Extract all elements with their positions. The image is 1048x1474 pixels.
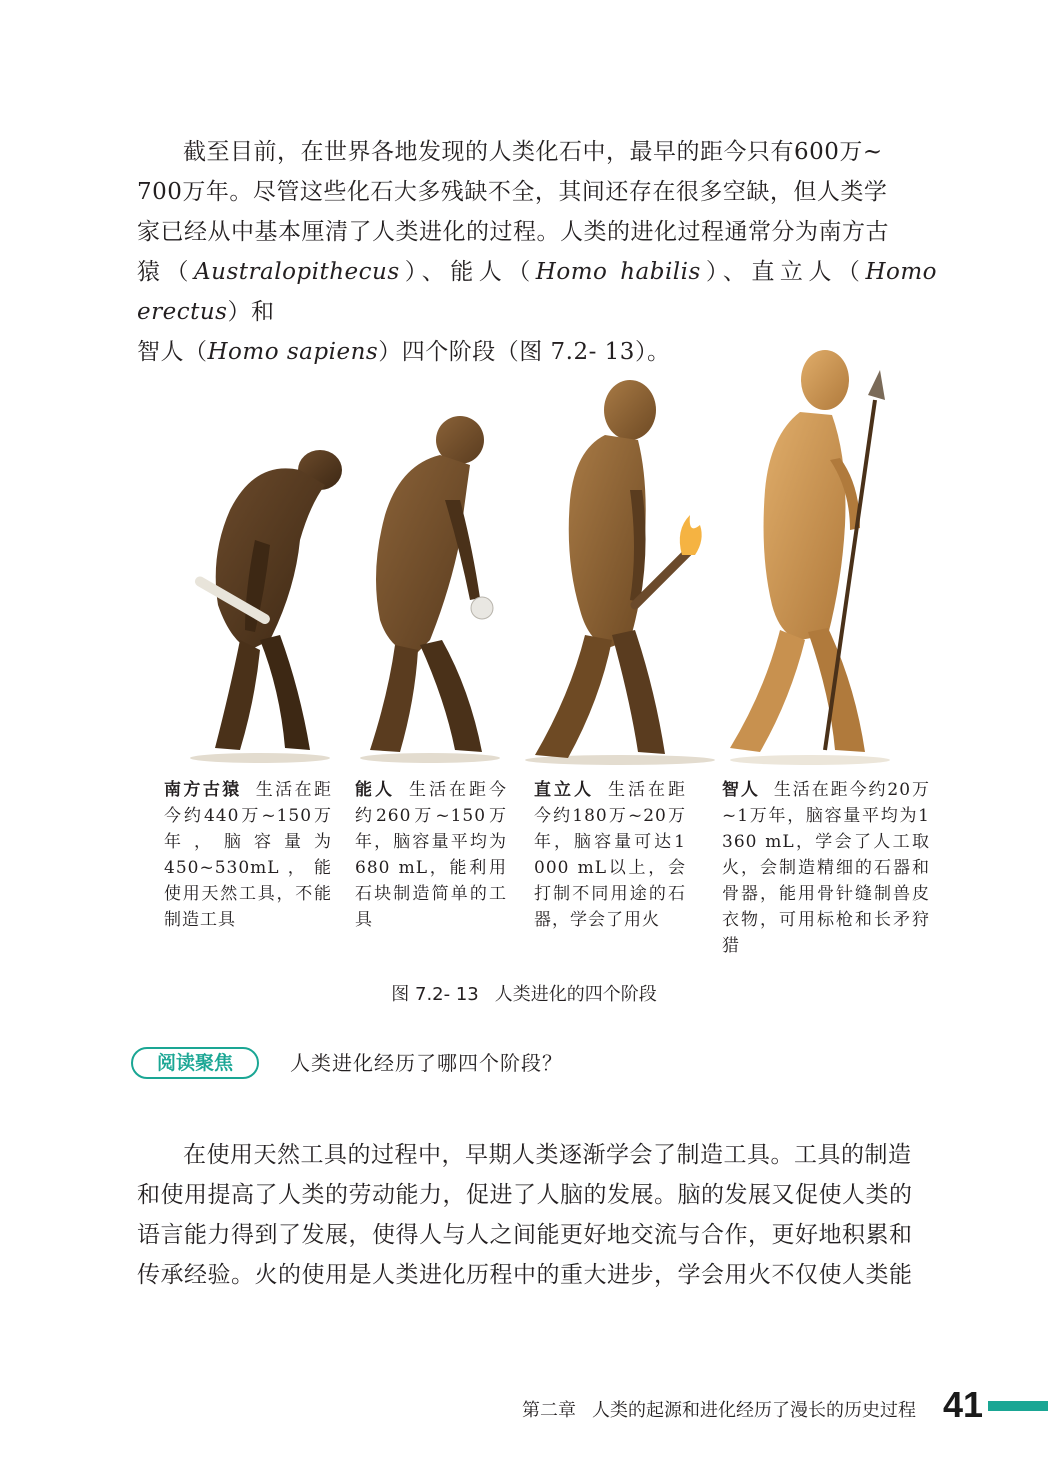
paragraph-tools-fire bbox=[137, 1135, 937, 1295]
text-segment: ）和 bbox=[227, 299, 275, 325]
reading-focus-question: 人类进化经历了哪四个阶段？ bbox=[290, 1051, 563, 1075]
ground-shadow bbox=[190, 753, 330, 763]
stone-tool-icon bbox=[471, 597, 493, 619]
ground-shadow bbox=[360, 753, 500, 763]
para2-line1: 在使用天然工具的过程中，早期人类逐渐学会了制造工具。工具的制造 bbox=[183, 1142, 912, 1168]
stage-name: 智人 bbox=[722, 780, 760, 800]
ground-shadow bbox=[730, 755, 890, 765]
text-segment: ）四个阶段（图 7.2- 13）。 bbox=[378, 339, 671, 365]
para2-line2: 和使用提高了人类的劳动能力，促进了人脑的发展。脑的发展又促使人类的 bbox=[137, 1182, 913, 1208]
figure-title: 人类进化的四个阶段 bbox=[494, 984, 657, 1005]
chapter-title: 人类的起源和进化经历了漫长的历史过程 bbox=[592, 1400, 916, 1421]
stage-name: 能人 bbox=[355, 780, 395, 800]
figure-caption bbox=[0, 980, 1048, 1006]
homo-habilis-figure bbox=[370, 416, 493, 752]
stage-description: 生活在距今约260万~150万年，脑容量平均为680 mL，能利用石块制造简单的工具 bbox=[355, 780, 507, 930]
australopithecus-figure bbox=[193, 450, 342, 750]
flame-icon bbox=[680, 515, 702, 555]
chapter-label: 第二章 bbox=[522, 1400, 576, 1421]
stage-name: 直立人 bbox=[534, 780, 594, 800]
caption-homo-erectus bbox=[534, 777, 686, 933]
footer-chapter-title bbox=[522, 1396, 916, 1422]
para1-line1: 截至目前，在世界各地发现的人类化石中，最早的距今只有600万~ bbox=[183, 139, 883, 165]
para1-line4 bbox=[137, 252, 937, 332]
caption-australopithecus bbox=[164, 777, 332, 933]
caption-homo-sapiens bbox=[722, 777, 930, 959]
para2-line4: 传承经验。火的使用是人类进化历程中的重大进步，学会用火不仅使人类能 bbox=[137, 1262, 913, 1288]
para1-line3: 家已经从中基本厘清了人类进化的过程。人类的进化过程通常分为南方古 bbox=[137, 219, 889, 245]
latin-name-homo-sapiens: Homo sapiens bbox=[207, 339, 379, 365]
homo-erectus-figure bbox=[535, 380, 702, 758]
stage-description: 生活在距今约20万~1万年，脑容量平均为1 360 mL，学会了人工取火，会制造精细的石器和骨器，能用骨针缝制兽皮衣物，可用标枪和长矛狩猎 bbox=[722, 780, 930, 956]
caption-homo-habilis bbox=[355, 777, 507, 933]
para2-line3: 语言能力得到了发展，使得人与人之间能更好地交流与合作，更好地积累和 bbox=[137, 1222, 913, 1248]
text-segment: 猿（ bbox=[137, 259, 195, 285]
figure-number: 图 7.2- 13 bbox=[391, 984, 479, 1005]
page-number: 41 bbox=[943, 1384, 984, 1425]
latin-name-australopithecus: Australopithecus bbox=[194, 259, 400, 285]
text-segment: 智人（ bbox=[137, 339, 208, 365]
latin-name-homo-habilis: Homo habilis bbox=[535, 259, 701, 285]
para1-line2: 700万年。尽管这些化石大多残缺不全，其间还存在很多空缺，但人类学 bbox=[137, 179, 888, 205]
text-segment: ）、能人（ bbox=[399, 259, 536, 285]
human-evolution-illustration bbox=[160, 340, 940, 770]
homo-sapiens-figure bbox=[730, 350, 885, 752]
reading-focus-badge: 阅读聚焦 bbox=[131, 1047, 259, 1079]
text-segment: ）、直立人（ bbox=[700, 259, 866, 285]
stage-description: 生活在距今约440万~150万年，脑容量为450~530mL，能使用天然工具，不能制造工具 bbox=[164, 780, 333, 930]
stage-description: 生活在距今约180万~20万年，脑容量可达1 000 mL以上，会打制不同用途的石器，学会了用火 bbox=[534, 780, 686, 930]
evolution-figures bbox=[160, 340, 940, 770]
latin-name-homo-erectus: Homo erectus bbox=[137, 259, 938, 325]
paragraph-intro bbox=[137, 132, 937, 372]
spear-tip-icon bbox=[868, 370, 885, 400]
stage-name: 南方古猿 bbox=[164, 780, 242, 800]
page-accent-bar bbox=[988, 1401, 1048, 1411]
